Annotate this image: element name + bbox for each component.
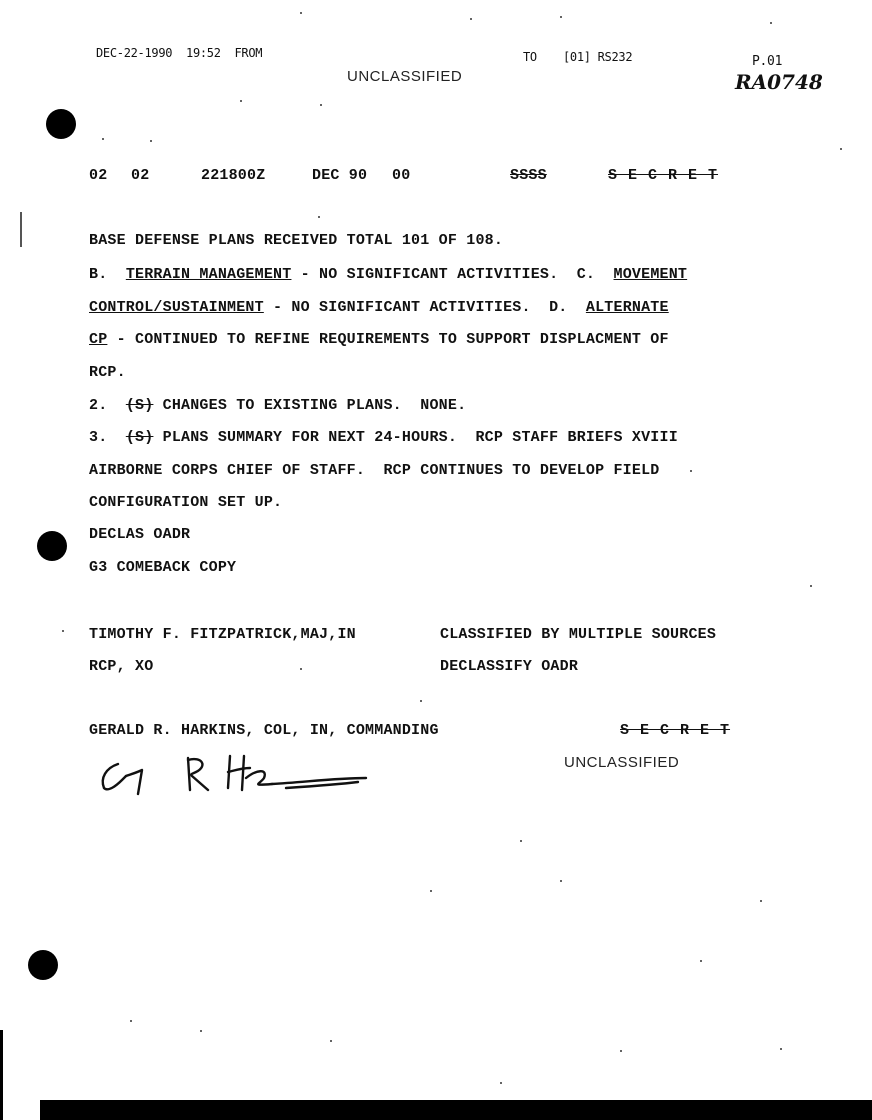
- scan-speck: [150, 140, 152, 142]
- scan-speck: [300, 668, 302, 670]
- scan-edge-bottom: [40, 1100, 872, 1120]
- classified-by: CLASSIFIED BY MULTIPLE SOURCES: [440, 626, 717, 643]
- item-c-title-2: CONTROL/SUSTAINMENT: [89, 299, 264, 316]
- handwritten-signature: [96, 748, 376, 798]
- scan-speck: [500, 1082, 502, 1084]
- scan-speck: [560, 16, 562, 18]
- scan-speck: [620, 1050, 622, 1052]
- classification-bottom-struck: S E C R E T: [620, 722, 731, 739]
- msg-field-2: 02: [131, 167, 150, 184]
- copy-line: G3 COMEBACK COPY: [89, 559, 237, 576]
- msg-month: DEC 90: [312, 167, 368, 184]
- msg-field-1: 02: [89, 167, 108, 184]
- classification-bottom: UNCLASSIFIED: [564, 754, 680, 771]
- msg-code-struck: SSSS: [510, 167, 547, 184]
- scan-speck: [102, 138, 104, 140]
- body-line-item-3-2: AIRBORNE CORPS CHIEF OF STAFF. RCP CONTINUES TO DEVELOP FIELD: [89, 462, 660, 479]
- scan-speck: [840, 148, 842, 150]
- scan-speck: [300, 12, 302, 14]
- body-line-c: [89, 299, 669, 316]
- scan-speck: [700, 960, 702, 962]
- item-2-mark: (S): [125, 397, 154, 414]
- item-d-title-1: ALTERNATE: [585, 299, 669, 316]
- msg-dtg: 221800Z: [201, 167, 266, 184]
- scan-edge-left: [0, 1030, 3, 1120]
- scan-speck: [430, 890, 432, 892]
- item-2-text: CHANGES TO EXISTING PLANS. NONE.: [153, 397, 467, 414]
- punch-hole-top: [46, 109, 76, 139]
- body-line-b: [89, 266, 687, 283]
- fax-to-destination: [01] RS232: [563, 50, 633, 64]
- scan-speck: [780, 1048, 782, 1050]
- scan-speck: [62, 630, 64, 632]
- scan-speck: [770, 22, 772, 24]
- fax-datetime: DEC-22-1990 19:52 FROM: [96, 46, 263, 60]
- fax-page-number: P.01: [752, 54, 783, 69]
- item-3-number: 3.: [89, 429, 108, 446]
- scan-speck: [420, 700, 422, 702]
- item-b-title: TERRAIN MANAGEMENT: [125, 266, 292, 283]
- item-d-title-2: CP: [89, 331, 108, 348]
- scan-speck: [760, 900, 762, 902]
- scan-speck: [130, 1020, 132, 1022]
- scan-speck: [810, 585, 812, 587]
- scan-mark: [20, 212, 22, 247]
- commander-name: GERALD R. HARKINS, COL, IN, COMMANDING: [89, 722, 439, 739]
- scan-speck: [320, 104, 322, 106]
- scan-speck: [200, 1030, 202, 1032]
- body-line-d-2: RCP.: [89, 364, 126, 381]
- scan-speck: [690, 470, 692, 472]
- punch-hole-middle: [37, 531, 67, 561]
- declassify-instruction: DECLASSIFY OADR: [440, 658, 579, 675]
- item-3-text: PLANS SUMMARY FOR NEXT 24-HOURS. RCP STAFF BRIEFS XVIII: [153, 429, 678, 446]
- originator-name: TIMOTHY F. FITZPATRICK,MAJ,IN: [89, 626, 356, 643]
- body-line-item-3-3: CONFIGURATION SET UP.: [89, 494, 283, 511]
- classification-top: UNCLASSIFIED: [347, 68, 463, 85]
- item-c-title-1: MOVEMENT: [613, 266, 688, 283]
- msg-classification-struck: S E C R E T: [608, 167, 719, 184]
- item-b-label: B.: [89, 266, 108, 283]
- body-line-item-3: [89, 429, 678, 446]
- scan-speck: [470, 18, 472, 20]
- item-c-text: - NO SIGNIFICANT ACTIVITIES. D.: [263, 299, 586, 316]
- body-line-d: [89, 331, 669, 348]
- scan-speck: [330, 1040, 332, 1042]
- item-2-number: 2.: [89, 397, 108, 414]
- scan-speck: [520, 840, 522, 842]
- fax-to-label: TO: [523, 50, 537, 64]
- item-d-text: - CONTINUED TO REFINE REQUIREMENTS TO SUPPORT DISPLACMENT OF: [107, 331, 669, 348]
- scan-speck: [560, 880, 562, 882]
- scan-speck: [318, 216, 320, 218]
- handwritten-doc-id: RA0748: [735, 70, 823, 94]
- declassification-line: DECLAS OADR: [89, 526, 191, 543]
- item-b-text: - NO SIGNIFICANT ACTIVITIES. C.: [291, 266, 614, 283]
- scan-speck: [240, 100, 242, 102]
- body-line-1: BASE DEFENSE PLANS RECEIVED TOTAL 101 OF 108.: [89, 232, 504, 249]
- item-3-mark: (S): [125, 429, 154, 446]
- msg-field-3: 00: [392, 167, 411, 184]
- punch-hole-bottom: [28, 950, 58, 980]
- body-line-item-2: [89, 397, 466, 414]
- originator-title: RCP, XO: [89, 658, 154, 675]
